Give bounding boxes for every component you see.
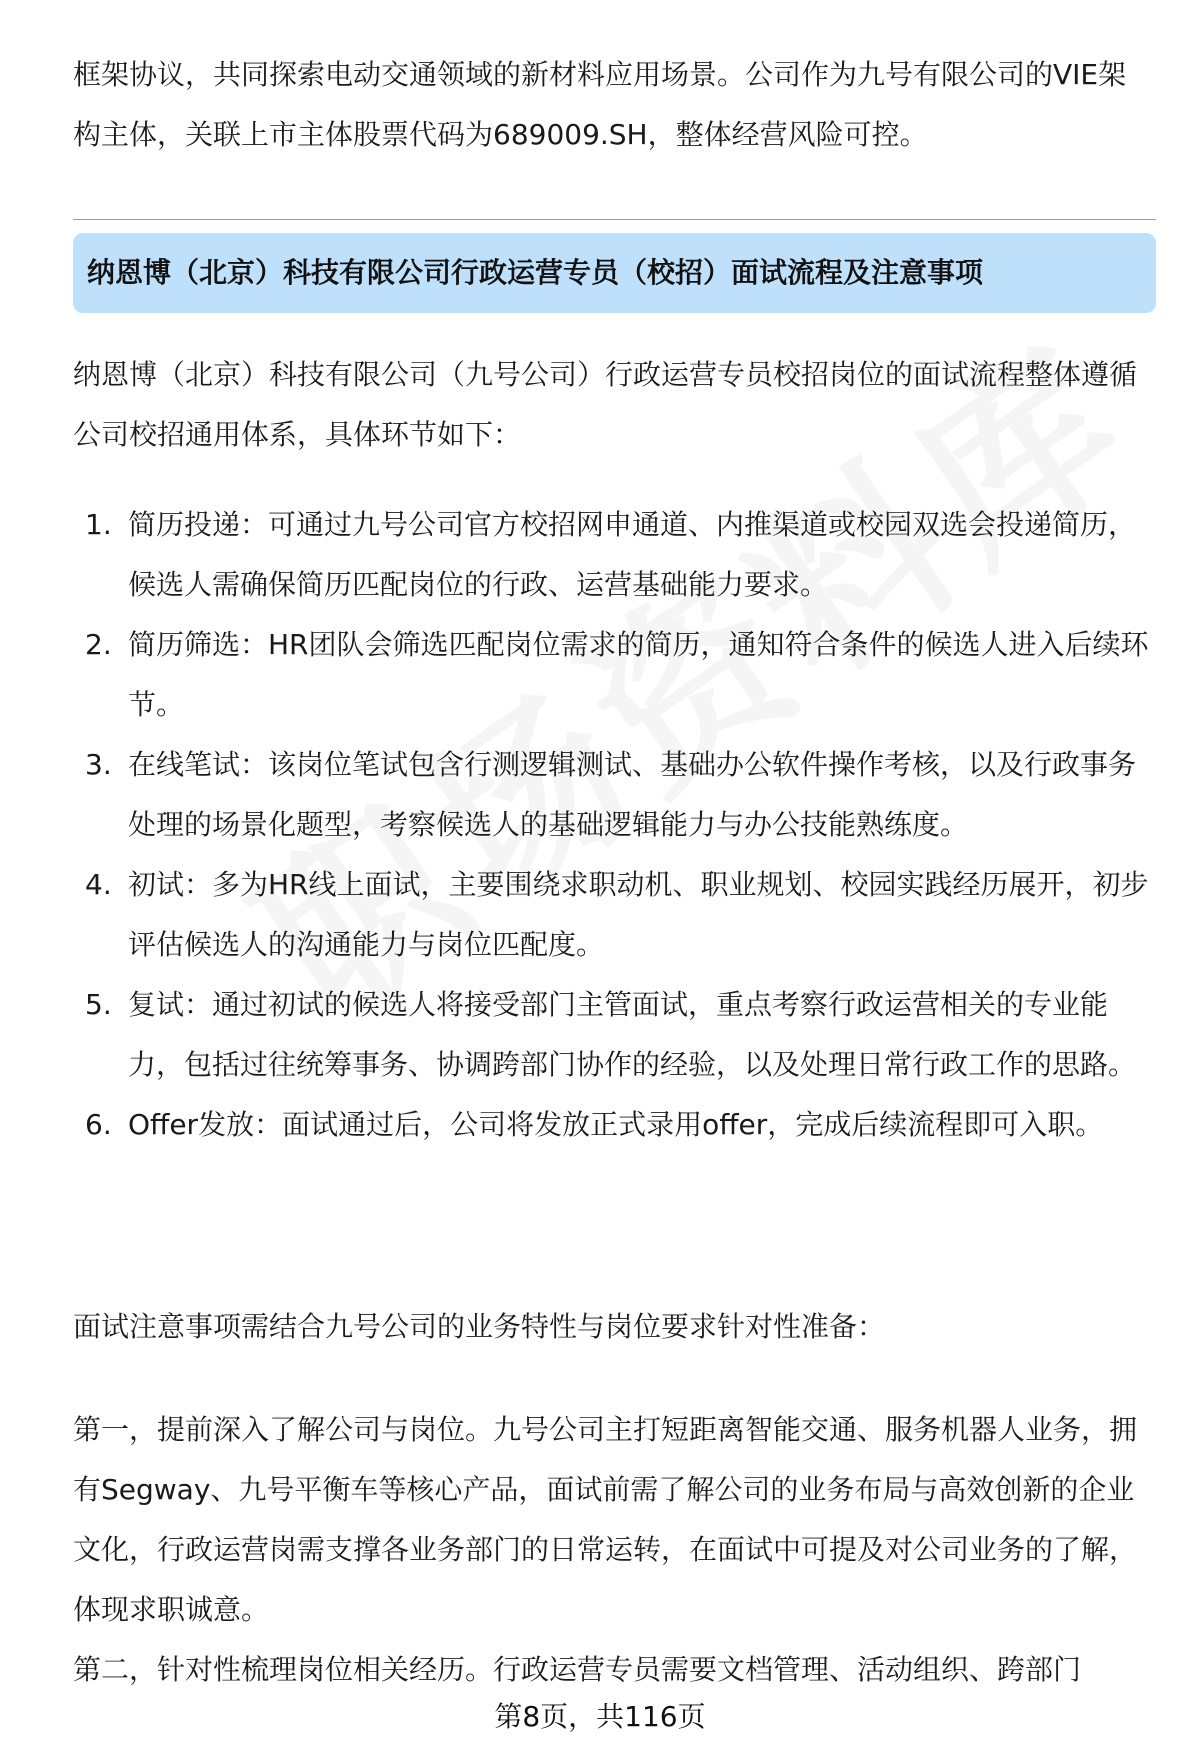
list-item xyxy=(73,615,1163,735)
page-number: 第8页，共116页 xyxy=(494,1700,706,1733)
list-item xyxy=(73,735,1163,855)
list-number: 3. xyxy=(85,748,112,781)
list-number: 1. xyxy=(85,508,112,541)
list-item xyxy=(73,975,1163,1095)
list-item xyxy=(73,855,1163,975)
section-banner xyxy=(73,233,1156,313)
list-text: 复试：通过初试的候选人将接受部门主管面试，重点考察行政运营相关的专业能力，包括过往统筹事务、协调跨部门协作的经验，以及处理日常行政工作的思路。 xyxy=(128,988,1137,1081)
list-number: 4. xyxy=(85,868,112,901)
list-item xyxy=(73,1095,1163,1155)
list-text: 在线笔试：该岗位笔试包含行测逻辑测试、基础办公软件操作考核，以及行政事务处理的场景化题型，考察候选人的基础逻辑能力与办公技能熟练度。 xyxy=(128,748,1137,841)
list-text: 初试：多为HR线上面试，主要围绕求职动机、职业规划、校园实践经历展开，初步评估候选人的沟通能力与岗位匹配度。 xyxy=(128,868,1149,961)
section-divider xyxy=(73,219,1156,220)
list-number: 6. xyxy=(85,1108,112,1141)
list-number: 2. xyxy=(85,628,112,661)
note-paragraph-2: 第二，针对性梳理岗位相关经历。行政运营专员需要文档管理、活动组织、跨部门 xyxy=(73,1653,1082,1686)
intro-paragraph: 纳恩博（北京）科技有限公司（九号公司）行政运营专员校招岗位的面试流程整体遵循公司校招通用体系，具体环节如下： xyxy=(73,358,1138,451)
section-title: 纳恩博（北京）科技有限公司行政运营专员（校招）面试流程及注意事项 xyxy=(87,256,984,289)
note-paragraph-1: 第一，提前深入了解公司与岗位。九号公司主打短距离智能交通、服务机器人业务，拥有Segway、九号平衡车等核心产品，面试前需了解公司的业务布局与高效创新的企业文化，行政运营岗需支撑各业务部门的日常运转，在面试中可提及对公司业务的了解，体现求职诚意。 xyxy=(73,1413,1138,1626)
notes-intro: 面试注意事项需结合九号公司的业务特性与岗位要求针对性准备： xyxy=(73,1310,886,1343)
list-text: 简历筛选：HR团队会筛选匹配岗位需求的简历，通知符合条件的候选人进入后续环节。 xyxy=(128,628,1149,721)
list-text: 简历投递：可通过九号公司官方校招网申通道、内推渠道或校园双选会投递简历，候选人需确保简历匹配岗位的行政、运营基础能力要求。 xyxy=(128,508,1137,601)
top-paragraph: 框架协议，共同探索电动交通领域的新材料应用场景。公司作为九号有限公司的VIE架构主体，关联上市主体股票代码为689009.SH，整体经营风险可控。 xyxy=(73,58,1127,151)
list-item xyxy=(73,495,1163,615)
interview-steps-list xyxy=(73,495,1163,1155)
list-text: Offer发放：面试通过后，公司将发放正式录用offer，完成后续流程即可入职。 xyxy=(128,1108,1104,1141)
list-number: 5. xyxy=(85,988,112,1021)
